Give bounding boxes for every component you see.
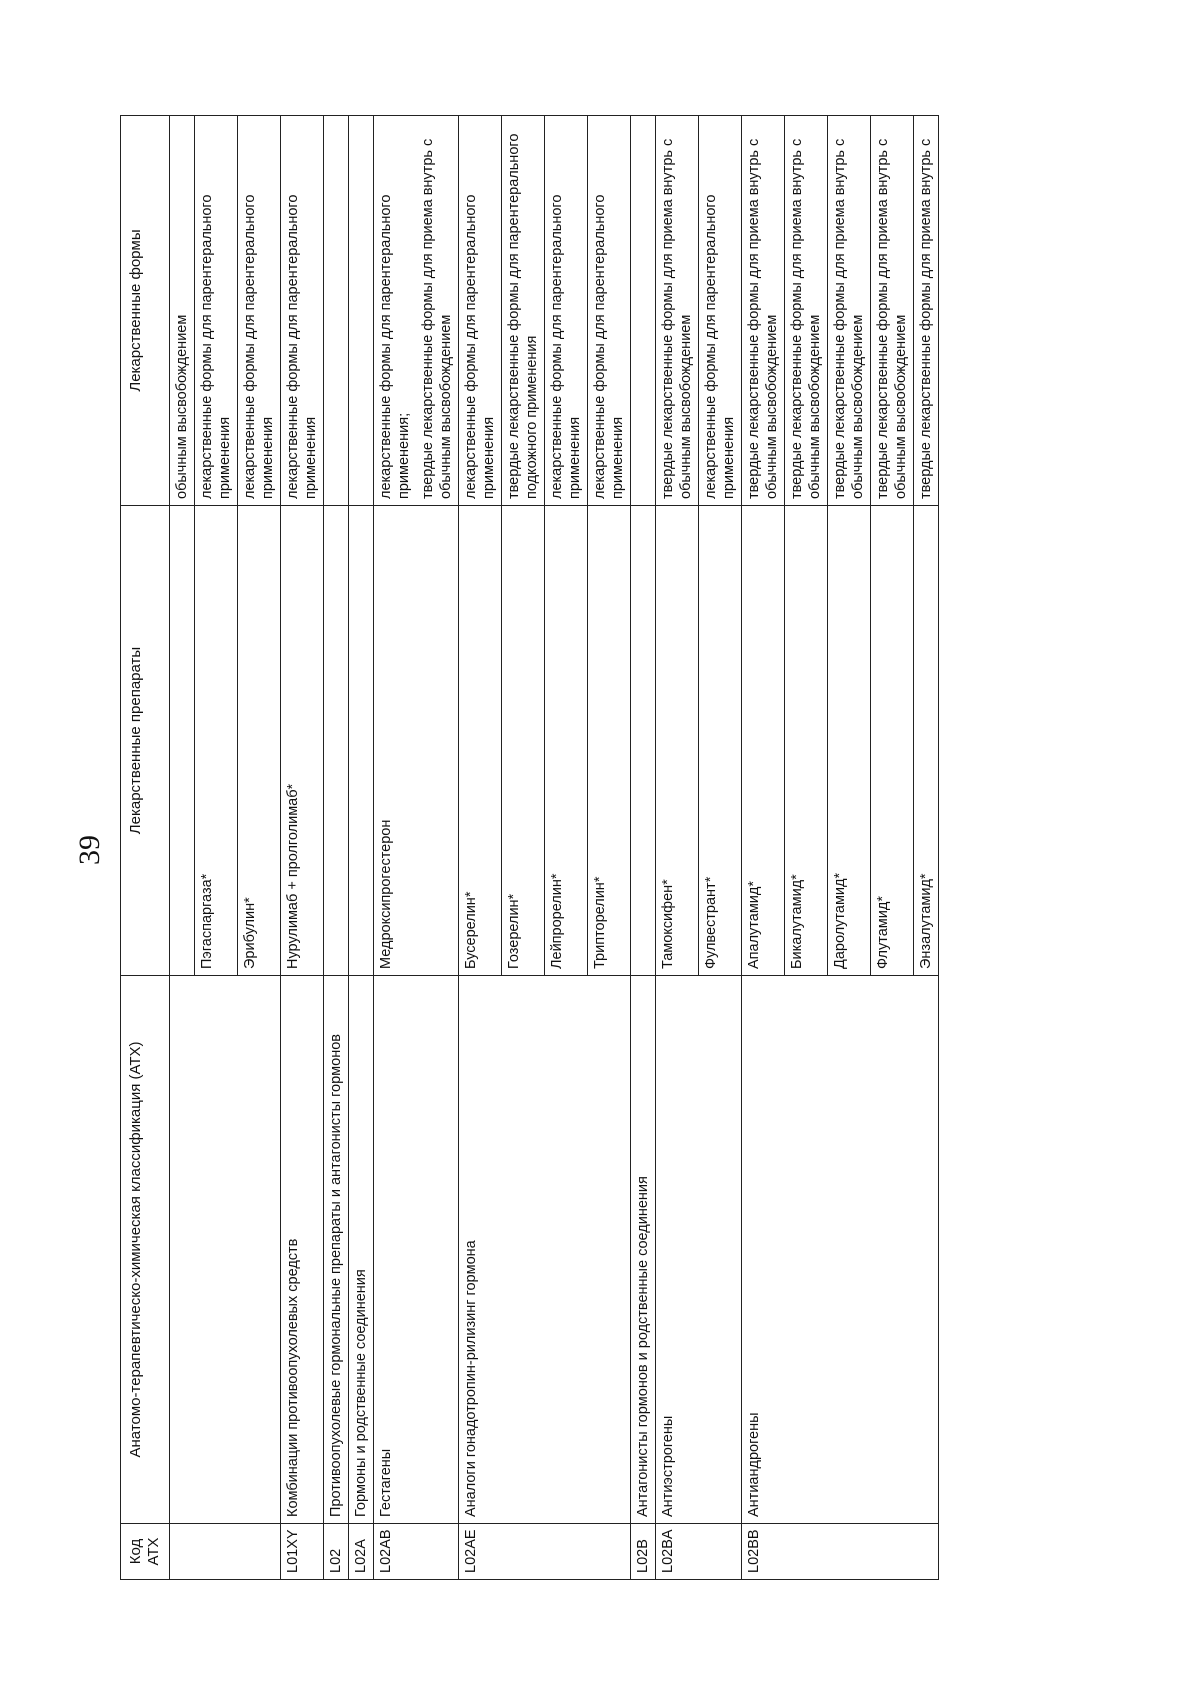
- code-cell: L02BA: [656, 1524, 742, 1580]
- code-cell: L02B: [631, 1524, 656, 1580]
- atx-cell: Антагонисты гормонов и родственные соединения: [631, 976, 656, 1524]
- header-drugs: Лекарственные препараты: [121, 506, 170, 976]
- drug-cell: [324, 506, 349, 976]
- drug-cell: Эрибулин*: [238, 506, 281, 976]
- rotated-table-container: [120, 116, 1060, 1580]
- code-cell: L02: [324, 1524, 349, 1580]
- drug-cell: [349, 506, 374, 976]
- form-cell: обычным высвобождением: [170, 116, 195, 506]
- table-row: [349, 116, 374, 1580]
- drug-cell: Энзалутамид*: [914, 506, 939, 976]
- table-row: [742, 116, 785, 1580]
- drug-cell: [170, 506, 195, 976]
- header-forms: Лекарственные формы: [121, 116, 170, 506]
- form-cell: лекарственные формы для парентерального применения: [459, 116, 502, 506]
- form-cell: твердые лекарственные формы для приема внутрь с обычным высвобождением: [871, 116, 914, 506]
- form-cell: лекарственные формы для парентерального применения: [545, 116, 588, 506]
- code-cell: L02BB: [742, 1524, 939, 1580]
- code-cell: L02AE: [459, 1524, 631, 1580]
- atx-cell: Противоопухолевые гормональные препараты и антагонисты гормонов: [324, 976, 349, 1524]
- form-cell: лекарственные формы для парентерального применения: [281, 116, 324, 506]
- form-cell: твердые лекарственные формы для приема внутрь с обычным высвобождением: [785, 116, 828, 506]
- form-cell: лекарственные формы для парентерального применения;: [374, 116, 417, 506]
- table-row: [459, 116, 502, 1580]
- atx-cell: [170, 976, 281, 1524]
- atx-cell: Аналоги гонадотропин-рилизинг гормона: [459, 976, 631, 1524]
- atx-cell: Антиэстрогены: [656, 976, 742, 1524]
- form-cell: лекарственные формы для парентерального применения: [195, 116, 238, 506]
- drug-cell: Гозерелин*: [502, 506, 545, 976]
- atx-cell: Гормоны и родственные соединения: [349, 976, 374, 1524]
- drug-cell: Бусерелин*: [459, 506, 502, 976]
- drug-cell: Даролутамид*: [828, 506, 871, 976]
- atx-cell: Антиандрогены: [742, 976, 939, 1524]
- form-cell: лекарственные формы для парентерального применения: [699, 116, 742, 506]
- drug-cell: [631, 506, 656, 976]
- drug-cell: Пэгаспаргаза*: [195, 506, 238, 976]
- header-code: Код АТХ: [121, 1524, 170, 1580]
- drug-cell: Бикалутамид*: [785, 506, 828, 976]
- header-atx: Анатомо-терапевтическо-химическая классификация (АТХ): [121, 976, 170, 1524]
- code-cell: L02A: [349, 1524, 374, 1580]
- atx-cell: Комбинации противоопухолевых средств: [281, 976, 324, 1524]
- atx-cell: Гестагены: [374, 976, 459, 1524]
- form-cell: твердые лекарственные формы для приема внутрь с: [914, 116, 939, 506]
- code-cell: L01XY: [281, 1524, 324, 1580]
- table-header-row: [121, 116, 170, 1580]
- form-cell: [631, 116, 656, 506]
- form-cell: твердые лекарственные формы для приема внутрь с обычным высвобождением: [828, 116, 871, 506]
- drug-cell: Лейпрорелин*: [545, 506, 588, 976]
- table-row: [656, 116, 699, 1580]
- code-cell: L02AB: [374, 1524, 459, 1580]
- drug-table: [120, 115, 939, 1580]
- drug-cell: Апалутамид*: [742, 506, 785, 976]
- table-row: [170, 116, 195, 1580]
- drug-cell: Флутамид*: [871, 506, 914, 976]
- drug-cell: Тамоксифен*: [656, 506, 699, 976]
- form-cell: твердые лекарственные формы для приема внутрь с обычным высвобождением: [742, 116, 785, 506]
- form-cell: твердые лекарственные формы для приема внутрь с обычным высвобождением: [416, 116, 459, 506]
- form-cell: [349, 116, 374, 506]
- form-cell: лекарственные формы для парентерального применения: [238, 116, 281, 506]
- code-cell: [170, 1524, 281, 1580]
- table-row: [631, 116, 656, 1580]
- table-row: [374, 116, 417, 1580]
- drug-cell: Нурулимаб + пролголимаб*: [281, 506, 324, 976]
- form-cell: [324, 116, 349, 506]
- table-row: [281, 116, 324, 1580]
- drug-cell: Трипторелин*: [588, 506, 631, 976]
- drug-cell: Медроксипрогестерон: [374, 506, 459, 976]
- form-cell: твердые лекарственные формы для парентерального подкожного применения: [502, 116, 545, 506]
- drug-cell: Фулвестрант*: [699, 506, 742, 976]
- form-cell: лекарственные формы для парентерального применения: [588, 116, 631, 506]
- form-cell: твердые лекарственные формы для приема внутрь с обычным высвобождением: [656, 116, 699, 506]
- page-number: 39: [73, 835, 106, 865]
- table-row: [324, 116, 349, 1580]
